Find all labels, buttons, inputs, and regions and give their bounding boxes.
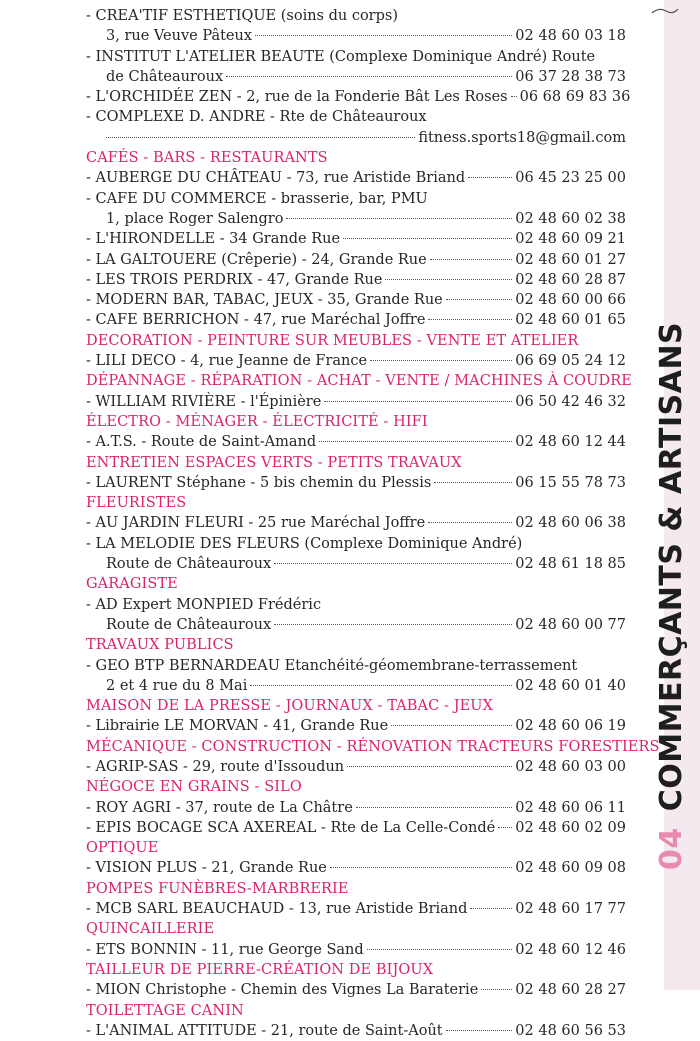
business-entry [86, 899, 626, 919]
category-heading: ENTRETIEN ESPACES VERTS - PETITS TRAVAUX [86, 454, 462, 471]
business-entry [86, 818, 626, 838]
business-entry [86, 980, 626, 1000]
phone-number: 02 48 60 03 18 [515, 28, 626, 45]
dot-leader [428, 522, 512, 523]
business-entry [86, 554, 626, 574]
entry-text: - AUBERGE DU CHÂTEAU - 73, rue Aristide Briand [86, 170, 466, 187]
business-entry [86, 270, 626, 290]
business-entry-name: - CAFE DU COMMERCE - brasserie, bar, PMU [86, 190, 428, 207]
dot-leader [385, 279, 512, 280]
phone-number: 02 48 60 12 46 [515, 941, 626, 958]
phone-number: 06 69 05 24 12 [515, 353, 626, 370]
phone-number: 02 48 60 06 11 [515, 799, 626, 816]
category-heading: QUINCAILLERIE [86, 921, 215, 938]
entry-text: - WILLIAM RIVIÈRE - l'Épinière [86, 393, 322, 410]
phone-number: 02 48 60 12 44 [515, 434, 626, 451]
entry-text: - ETS BONNIN - 11, rue George Sand [86, 941, 364, 958]
business-entry [86, 168, 626, 188]
phone-number: 02 48 60 00 77 [515, 616, 626, 633]
phone-number: 02 48 60 01 27 [515, 251, 626, 268]
dot-leader [343, 238, 512, 239]
business-entry-name: - GEO BTP BERNARDEAU Etanchéité-géomembrane-terrassement [86, 657, 578, 674]
phone-number: 02 48 60 56 53 [515, 1022, 626, 1039]
business-entry [86, 351, 626, 371]
dot-leader [330, 867, 512, 868]
category-heading: TRAVAUX PUBLICS [86, 637, 234, 654]
dot-leader [367, 949, 513, 950]
dot-leader [347, 766, 512, 767]
business-entry [86, 858, 626, 878]
category-heading: TOILETTAGE CANIN [86, 1002, 244, 1019]
category-heading: TAILLEUR DE PIERRE-CRÉATION DE BIJOUX [86, 961, 434, 978]
entry-text: - LAURENT Stéphane - 5 bis chemin du Plessis [86, 474, 432, 491]
entry-text: - L'HIRONDELLE - 34 Grande Rue [86, 231, 341, 248]
dot-leader [468, 177, 512, 178]
business-entry [86, 229, 626, 249]
directory-list [86, 6, 660, 1041]
entry-text: - ROY AGRI - 37, route de La Châtre [86, 799, 353, 816]
entry-text: - AGRIP-SAS - 29, route d'Issoudun [86, 758, 345, 775]
business-entry [86, 432, 626, 452]
phone-number: 02 48 60 06 19 [515, 718, 626, 735]
category-heading: MAISON DE LA PRESSE - JOURNAUX - TABAC - JEUX [86, 698, 494, 715]
phone-number: 06 37 28 38 73 [515, 68, 626, 85]
entry-text: Route de Châteauroux [106, 556, 272, 573]
sidebar-label [652, 170, 692, 870]
phone-number: 02 48 60 03 00 [515, 758, 626, 775]
business-entry [86, 676, 626, 696]
dot-leader [255, 35, 512, 36]
phone-number: 06 68 69 83 36 [519, 89, 631, 106]
entry-text: - MCB SARL BEAUCHAUD - 13, rue Aristide Briand [86, 901, 468, 918]
category-heading: GARAGISTE [86, 576, 178, 593]
phone-number: 02 48 60 09 08 [515, 860, 626, 877]
phone-number: 02 48 60 17 77 [515, 901, 626, 918]
category-heading: DÉPANNAGE - RÉPARATION - ACHAT - VENTE / MACHINES À COUDRE [86, 373, 632, 390]
dot-leader [106, 137, 415, 138]
phone-number: 02 48 60 28 87 [515, 271, 626, 288]
dot-leader [250, 685, 512, 686]
entry-text: - VISION PLUS - 21, Grande Rue [86, 860, 327, 877]
entry-text: - LILI DECO - 4, rue Jeanne de France [86, 353, 368, 370]
dot-leader [446, 1030, 513, 1031]
category-heading: ÉLECTRO - MÉNAGER - ÉLECTRICITÉ - HIFI [86, 413, 428, 430]
dot-leader [274, 563, 512, 564]
dot-leader [356, 807, 513, 808]
dot-leader [370, 360, 512, 361]
phone-number: 02 48 60 00 66 [515, 292, 626, 309]
business-entry [86, 67, 626, 87]
phone-number: 02 48 60 06 38 [515, 515, 626, 532]
entry-text: - L'ANIMAL ATTITUDE - 21, route de Saint-Août [86, 1022, 443, 1039]
dot-leader [226, 76, 512, 77]
business-entry [86, 26, 626, 46]
business-entry [86, 310, 626, 330]
dot-leader [274, 624, 512, 625]
business-entry [86, 290, 626, 310]
business-entry-name: - LA MELODIE DES FLEURS (Complexe Dominique André) [86, 535, 523, 552]
phone-number: 02 48 60 02 09 [515, 819, 626, 836]
business-entry [86, 615, 626, 635]
business-entry [86, 473, 626, 493]
corner-tilde-mark [650, 6, 680, 16]
entry-text: - AU JARDIN FLEURI - 25 rue Maréchal Joffre [86, 515, 426, 532]
phone-number: 02 48 60 28 27 [515, 982, 626, 999]
business-entry [86, 940, 626, 960]
dot-leader [391, 725, 512, 726]
section-number: 04 [654, 827, 689, 870]
entry-text: 3, rue Veuve Pâteux [106, 28, 253, 45]
phone-number: 02 48 60 01 65 [515, 312, 626, 329]
category-heading: MÉCANIQUE - CONSTRUCTION - RÉNOVATION TRACTEURS FORESTIERS [86, 738, 660, 755]
business-entry [86, 716, 626, 736]
entry-text: 1, place Roger Salengro [106, 210, 284, 227]
entry-text: - EPIS BOCAGE SCA AXEREAL - Rte de La Celle-Condé [86, 819, 496, 836]
business-entry [86, 250, 626, 270]
business-entry [86, 1021, 626, 1041]
entry-text: - A.T.S. - Route de Saint-Amand [86, 434, 317, 451]
business-entry-name: - INSTITUT L'ATELIER BEAUTE (Complexe Dominique André) Route [86, 48, 596, 65]
business-entry-name: - AD Expert MONPIED Frédéric [86, 596, 322, 613]
entry-text: - Librairie LE MORVAN - 41, Grande Rue [86, 718, 389, 735]
entry-text: - CAFE BERRICHON - 47, rue Maréchal Joffre [86, 312, 426, 329]
phone-number: 02 48 60 01 40 [515, 677, 626, 694]
entry-text: - L'ORCHIDÉE ZEN - 2, rue de la Fonderie Bât Les Roses [86, 89, 508, 106]
phone-number: 02 48 60 02 38 [515, 210, 626, 227]
dot-leader [324, 401, 512, 402]
entry-text: de Châteauroux [106, 68, 224, 85]
dot-leader [446, 299, 513, 300]
phone-number: 06 50 42 46 32 [515, 393, 626, 410]
business-entry [86, 798, 626, 818]
business-entry [86, 757, 626, 777]
phone-number: 06 15 55 78 73 [515, 474, 626, 491]
business-entry-name: - COMPLEXE D. ANDRE - Rte de Châteauroux [86, 109, 427, 126]
entry-text: - LA GALTOUERE (Crêperie) - 24, Grande Rue [86, 251, 427, 268]
dot-leader [286, 218, 512, 219]
category-heading: DECORATION - PEINTURE SUR MEUBLES - VENTE ET ATELIER [86, 332, 579, 349]
entry-text: - LES TROIS PERDRIX - 47, Grande Rue [86, 271, 383, 288]
business-entry [86, 513, 626, 533]
dot-leader [434, 482, 512, 483]
email-address: fitness.sports18@gmail.com [418, 129, 626, 146]
section-title: COMMERÇANTS & ARTISANS [654, 321, 689, 812]
category-heading: POMPES FUNÈBRES-MARBRERIE [86, 880, 349, 897]
contact-email-row [86, 128, 626, 148]
dot-leader [498, 827, 512, 828]
phone-number: 02 48 60 09 21 [515, 231, 626, 248]
entry-text: - MION Christophe - Chemin des Vignes La Baraterie [86, 982, 479, 999]
entry-text: 2 et 4 rue du 8 Mai [106, 677, 248, 694]
business-entry [86, 392, 626, 412]
dot-leader [470, 908, 512, 909]
phone-number: 02 48 61 18 85 [515, 556, 626, 573]
dot-leader [430, 259, 513, 260]
category-heading: NÉGOCE EN GRAINS - SILO [86, 779, 302, 796]
entry-text: - MODERN BAR, TABAC, JEUX - 35, Grande Rue [86, 292, 443, 309]
category-heading: OPTIQUE [86, 840, 159, 857]
dot-leader [511, 96, 517, 97]
dot-leader [319, 441, 512, 442]
category-heading: CAFÉS - BARS - RESTAURANTS [86, 150, 328, 167]
dot-leader [428, 319, 512, 320]
phone-number: 06 45 23 25 00 [515, 170, 626, 187]
category-heading: FLEURISTES [86, 495, 187, 512]
entry-text: Route de Châteauroux [106, 616, 272, 633]
business-entry [86, 87, 631, 107]
business-entry-name: - CREA'TIF ESTHETIQUE (soins du corps) [86, 8, 398, 24]
business-entry [86, 209, 626, 229]
